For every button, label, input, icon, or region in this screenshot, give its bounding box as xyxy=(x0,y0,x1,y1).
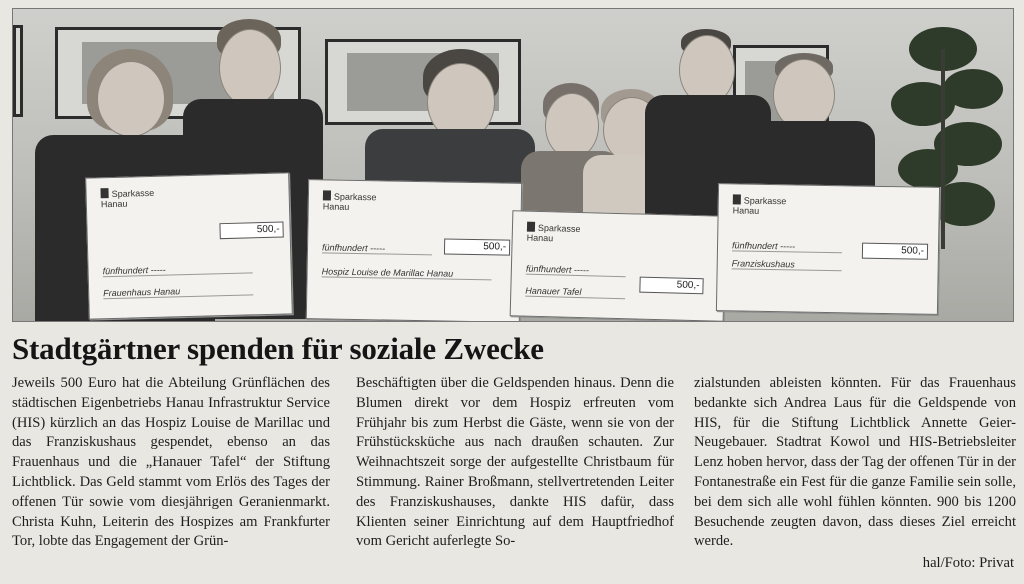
article-column-2 xyxy=(356,374,674,552)
photo-credit: hal/Foto: Privat xyxy=(922,555,1014,571)
cheque-recipient: Frauenhaus Hanau xyxy=(103,284,253,299)
sparkasse-logo-icon xyxy=(733,194,741,204)
cheque-bank-name: Sparkasse Hanau xyxy=(732,195,787,216)
cheque-amount-words: fünfhundert ----- xyxy=(526,264,626,278)
cheque-bank-name: Sparkasse Hanau xyxy=(100,187,155,210)
cheque-amount: 500,- xyxy=(862,243,928,260)
article-paragraph: Jeweils 500 Euro hat die Abteilung Grünflächen des städtischen Eigenbetriebs Hanau Infrastruktur Service (HIS) kürzlich an das Hospiz Louise de Marillac und das Franziskushaus gespendet, ebenso an das Frauenhaus und die „Hanauer Tafel“ der Stiftung Lichtblick. Das Geld stammt vom Erlös des Tages der offenen Tür sowie vom diesjährigen Geranienmarkt. Christa Kuhn, Leiterin des Hospizes am Frankfurter Tor, lobte das Engagement der Grün- xyxy=(12,375,330,550)
cheque-amount: 500,- xyxy=(639,277,703,295)
article-column-3 xyxy=(694,374,1016,552)
cheque-amount-words: fünfhundert ----- xyxy=(322,242,432,255)
cheque-amount: 500,- xyxy=(444,239,510,256)
article-paragraph: zialstunden ableisten könnten. Für das Frauenhaus bedankte sich Andrea Laus für die Geldspende von HIS, für die Stiftung Lichtblick Annette Geier-Neugebauer. Stadtrat Kowol und HIS-Betriebsleiter Lenz hoben hervor, dass der Tag der offenen Tür in der Fontanestraße ein Fest für die ganze Familie sein solle, bei dem sich alle wohl fühlen könnten. 900 bis 1200 Besuchende zeugten davon, dass dieses Ziel erreicht werde. xyxy=(694,375,1016,550)
cheque-bank-name: Sparkasse Hanau xyxy=(526,222,581,244)
cheque-recipient: Hospiz Louise de Marillac Hanau xyxy=(322,266,492,280)
donation-cheque xyxy=(85,172,293,319)
wall-picture-frame xyxy=(13,25,23,117)
article-photo xyxy=(12,8,1014,322)
cheque-recipient: Franziskushaus xyxy=(732,258,842,271)
cheque-recipient: Hanauer Tafel xyxy=(525,286,625,300)
cheque-amount: 500,- xyxy=(219,222,283,240)
cheque-bank-name: Sparkasse Hanau xyxy=(322,191,377,212)
donation-cheque xyxy=(306,179,522,322)
donation-cheque xyxy=(716,183,940,315)
article-headline: Stadtgärtner spenden für soziale Zwecke xyxy=(12,331,544,366)
sparkasse-logo-icon xyxy=(323,190,331,200)
cheque-amount-words: fünfhundert ----- xyxy=(103,262,253,277)
sparkasse-logo-icon xyxy=(527,222,535,232)
article-paragraph: Beschäftigten über die Geldspenden hinaus. Denn die Blumen direkt vor dem Hospiz erfreuten vom Frühjahr bis zum Herbst die Gäste, wenn sie von der Frühstücksküche aus nach draußen schauten. Zur Weihnachtszeit sorge der aufgestellte Christbaum für Stimmung. Rainer Broßmann, stellvertretenden Leiter des Franziskushauses, dankte HIS dafür, dass Klienten seiner Einrichtung auf dem Hauptfriedhof vom Gericht auferlegte So- xyxy=(356,375,674,550)
article-column-1 xyxy=(12,374,330,552)
cheque-amount-words: fünfhundert ----- xyxy=(732,240,842,253)
sparkasse-logo-icon xyxy=(100,188,108,198)
donation-cheque xyxy=(510,210,727,322)
